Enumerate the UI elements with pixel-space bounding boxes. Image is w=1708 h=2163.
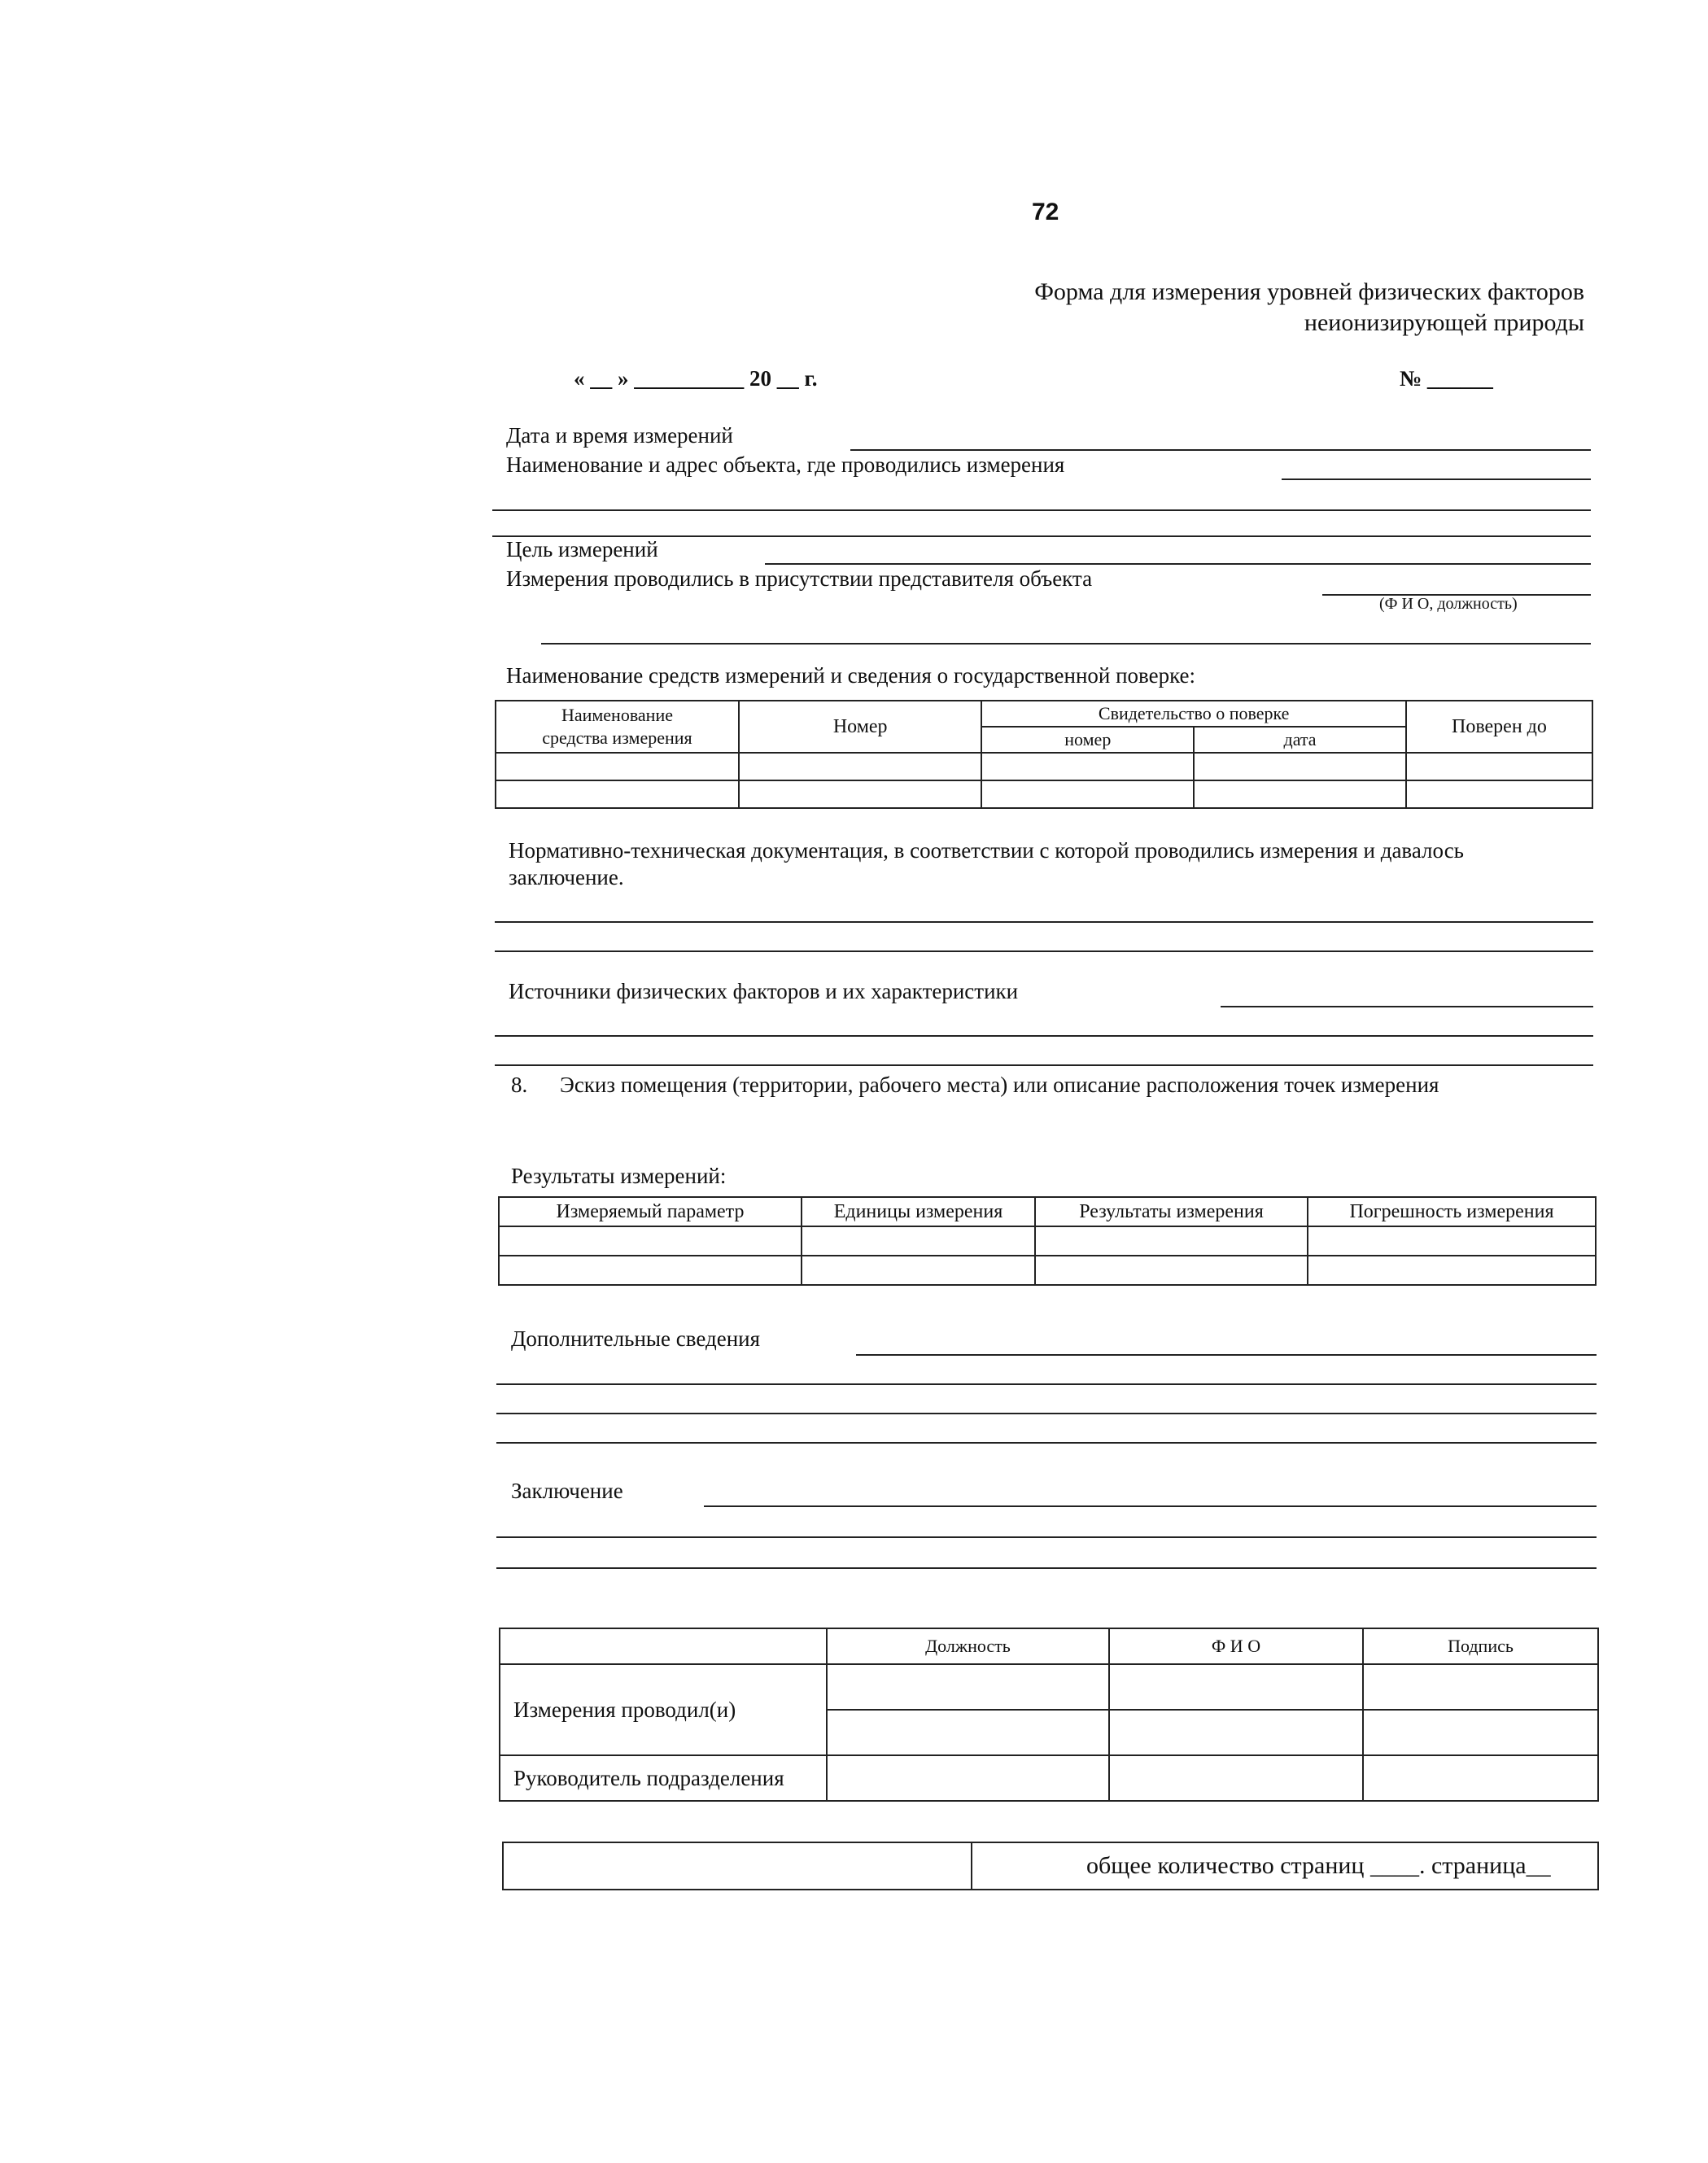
instruments-col-cert-number: номер	[981, 727, 1194, 753]
signature-col-position: Должность	[827, 1628, 1109, 1664]
table-cell[interactable]	[981, 753, 1194, 780]
sources-line-2[interactable]	[495, 1035, 1593, 1037]
table-row	[496, 753, 1592, 780]
signature-col-sign: Подпись	[1363, 1628, 1598, 1664]
ntd-line-1[interactable]	[495, 921, 1593, 923]
table-cell[interactable]	[827, 1755, 1109, 1801]
results-heading: Результаты измерений:	[511, 1164, 727, 1188]
table-cell[interactable]	[1363, 1710, 1598, 1755]
table-row	[499, 1226, 1596, 1256]
ntd-label-cont: заключение.	[509, 865, 624, 889]
signature-corner	[500, 1628, 827, 1664]
footer-table	[502, 1842, 1599, 1890]
sources-line-1[interactable]	[1221, 1006, 1593, 1007]
table-row	[500, 1755, 1598, 1801]
table-cell[interactable]	[802, 1256, 1035, 1285]
purpose-line[interactable]	[765, 563, 1591, 565]
table-cell[interactable]	[496, 753, 739, 780]
ntd-line-2[interactable]	[495, 950, 1593, 952]
table-cell[interactable]	[1406, 780, 1592, 808]
object-line-1[interactable]	[1282, 478, 1591, 480]
table-cell[interactable]	[1406, 753, 1592, 780]
instruments-col-name	[496, 701, 739, 753]
additional-label: Дополнительные сведения	[511, 1326, 761, 1351]
doc-number: № ______	[1400, 366, 1493, 391]
presence-label: Измерения проводились в присутствии представителя объекта	[506, 566, 1093, 591]
table-row	[500, 1664, 1598, 1710]
sketch-number: 8.	[511, 1073, 528, 1097]
date-template: « __ » __________ 20 __ г.	[574, 366, 818, 391]
presence-line-2[interactable]	[541, 643, 1591, 645]
table-row	[496, 780, 1592, 808]
form-title-line2: неионизирующей природы	[1304, 309, 1584, 336]
conclusion-line-2[interactable]	[496, 1536, 1597, 1538]
form-title-line1: Форма для измерения уровней физических факторов	[1034, 278, 1584, 305]
instruments-table	[495, 700, 1593, 809]
instruments-col-number: Номер	[739, 701, 981, 753]
instruments-col-cert-date: дата	[1194, 727, 1406, 753]
table-cell[interactable]	[827, 1664, 1109, 1710]
instruments-col-name-l2: средства измерения	[542, 728, 692, 748]
footer-left-cell	[503, 1842, 972, 1890]
table-cell[interactable]	[1363, 1664, 1598, 1710]
table-cell[interactable]	[739, 753, 981, 780]
table-cell[interactable]	[1308, 1256, 1596, 1285]
additional-line-2[interactable]	[496, 1383, 1597, 1385]
table-cell[interactable]	[1308, 1226, 1596, 1256]
conclusion-line-3[interactable]	[496, 1567, 1597, 1569]
table-cell[interactable]	[1363, 1755, 1598, 1801]
table-cell[interactable]	[802, 1226, 1035, 1256]
sources-line-3[interactable]	[495, 1064, 1593, 1066]
form-title	[1034, 277, 1584, 339]
table-cell[interactable]	[1109, 1710, 1363, 1755]
signature-row-measured: Измерения проводил(и)	[500, 1664, 827, 1755]
instruments-heading: Наименование средств измерений и сведения о государственной поверке:	[506, 663, 1196, 688]
sources-label: Источники физических факторов и их характеристики	[509, 979, 1019, 1003]
table-cell[interactable]	[1035, 1226, 1308, 1256]
results-col-results: Результаты измерения	[1035, 1197, 1308, 1226]
table-cell[interactable]	[1109, 1664, 1363, 1710]
object-line-2[interactable]	[492, 509, 1591, 511]
ntd-label: Нормативно-техническая документация, в соответствии с которой проводились измерения и давалось	[509, 838, 1464, 863]
signature-row-head: Руководитель подразделения	[500, 1755, 827, 1801]
conclusion-line-1[interactable]	[704, 1505, 1597, 1507]
page-number: 72	[1032, 199, 1059, 225]
instruments-col-name-l1: Наименование	[561, 705, 673, 725]
additional-line-4[interactable]	[496, 1442, 1597, 1444]
instruments-col-certificate: Свидетельство о поверке	[981, 701, 1405, 727]
footer-pages: общее количество страниц ____. страница__	[972, 1842, 1598, 1890]
table-cell[interactable]	[1194, 753, 1406, 780]
table-cell[interactable]	[496, 780, 739, 808]
purpose-label: Цель измерений	[506, 537, 658, 562]
signature-col-fio: Ф И О	[1109, 1628, 1363, 1664]
date-time-line[interactable]	[850, 449, 1591, 451]
table-cell[interactable]	[1035, 1256, 1308, 1285]
additional-line-3[interactable]	[496, 1413, 1597, 1414]
table-cell[interactable]	[1194, 780, 1406, 808]
table-cell[interactable]	[827, 1710, 1109, 1755]
signature-table	[499, 1628, 1599, 1802]
results-table	[498, 1196, 1597, 1286]
table-cell[interactable]	[499, 1256, 802, 1285]
instruments-col-valid: Поверен до	[1406, 701, 1592, 753]
table-cell[interactable]	[981, 780, 1194, 808]
fio-hint: (Ф И О, должность)	[1379, 595, 1518, 613]
table-cell[interactable]	[739, 780, 981, 808]
results-col-parameter: Измеряемый параметр	[499, 1197, 802, 1226]
table-cell[interactable]	[1109, 1755, 1363, 1801]
results-col-units: Единицы измерения	[802, 1197, 1035, 1226]
table-row	[499, 1256, 1596, 1285]
additional-line-1[interactable]	[856, 1354, 1597, 1356]
conclusion-label: Заключение	[511, 1479, 623, 1503]
results-col-error: Погрешность измерения	[1308, 1197, 1596, 1226]
date-time-label: Дата и время измерений	[506, 423, 733, 448]
table-cell[interactable]	[499, 1226, 802, 1256]
sketch-label: Эскиз помещения (территории, рабочего места) или описание расположения точек измерения	[560, 1073, 1439, 1097]
object-label: Наименование и адрес объекта, где проводились измерения	[506, 452, 1065, 477]
